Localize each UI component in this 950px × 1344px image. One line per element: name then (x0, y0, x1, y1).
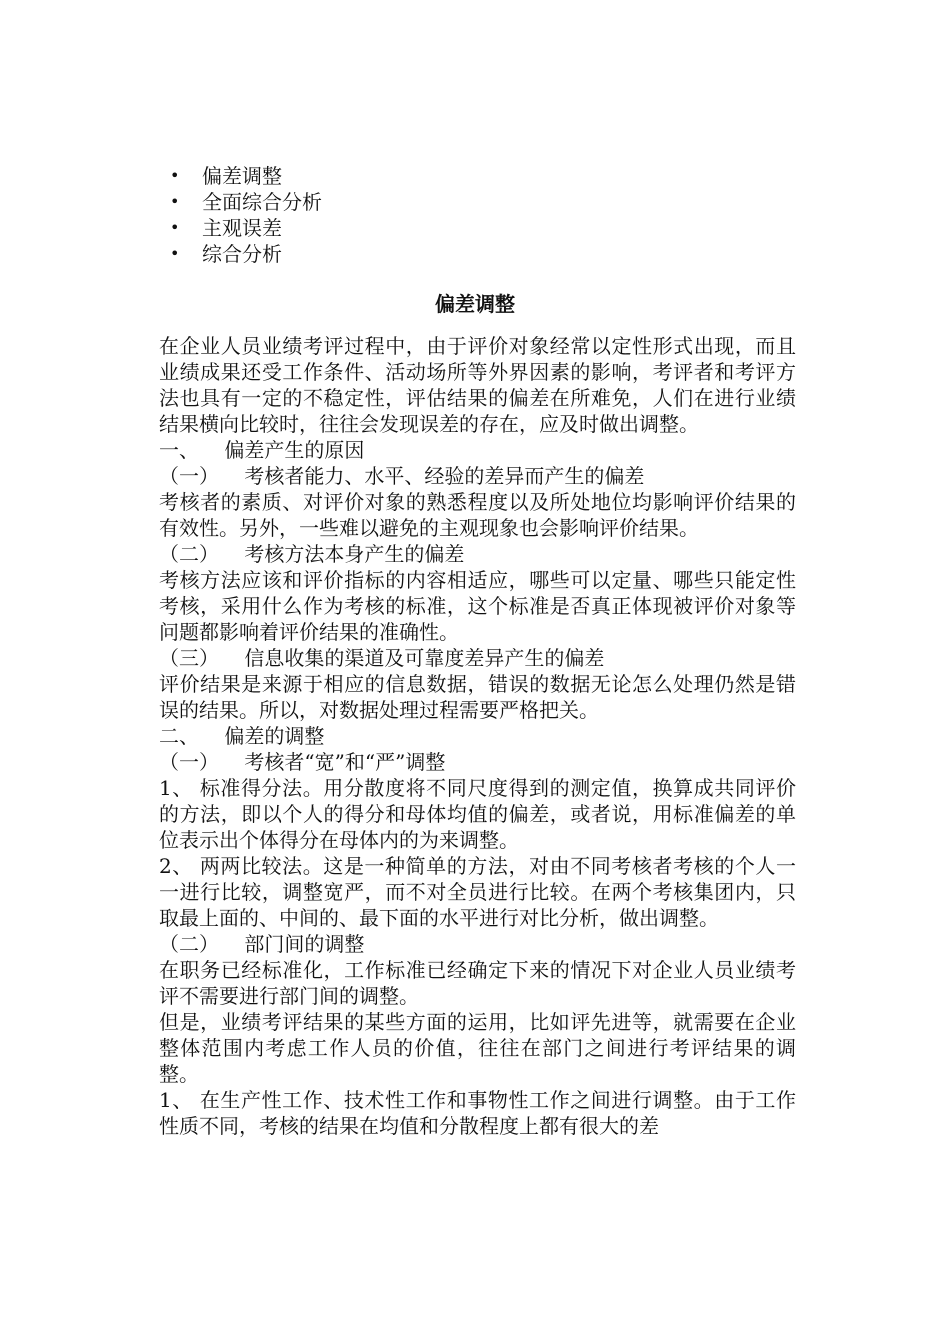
subsection-heading: （一） 考核者“宽”和“严”调整 (159, 750, 446, 774)
numbered-paragraph: 1、 标准得分法。用分散度将不同尺度得到的测定值，换算成共同评价的方法，即以个人的得分和母体均值的偏差，或者说，用标准偏差的单位表示出个体得分在母体内的为来调整。 (159, 776, 796, 852)
toc-item-label: 全面综合分析 (202, 190, 322, 214)
bullet-icon: • (170, 192, 180, 211)
subsection-heading: （三） 信息收集的渠道及可靠度差异产生的偏差 (159, 646, 605, 670)
numbered-paragraph: 2、 两两比较法。这是一种简单的方法，对由不同考核者考核的个人一一进行比较，调整宽严，而不对全员进行比较。在两个考核集团内，只取最上面的、中间的、最下面的水平进行对比分析，做出调整。 (159, 854, 796, 930)
toc-item[interactable] (170, 215, 322, 241)
bullet-icon: • (170, 244, 180, 263)
toc-item-label: 偏差调整 (202, 164, 282, 188)
toc-item[interactable] (170, 163, 322, 189)
toc-item[interactable] (170, 241, 322, 267)
body-paragraph: 评价结果是来源于相应的信息数据，错误的数据无论怎么处理仍然是错误的结果。所以，对数据处理过程需要严格把关。 (159, 672, 796, 722)
subsection-heading: （二） 部门间的调整 (159, 932, 365, 956)
intro-paragraph: 在企业人员业绩考评过程中，由于评价对象经常以定性形式出现，而且业绩成果还受工作条件、活动场所等外界因素的影响，考评者和考评方法也具有一定的不稳定性，评估结果的偏差在所难免，人们在进行业绩结果横向比较时，往往会发现误差的存在，应及时做出调整。 (159, 334, 796, 436)
body-paragraph: 考核者的素质、对评价对象的熟悉程度以及所处地位均影响评价结果的有效性。另外，一些难以避免的主观现象也会影响评价结果。 (159, 490, 796, 540)
article-body (159, 333, 796, 1139)
subsection-heading: （一） 考核者能力、水平、经验的差异而产生的偏差 (159, 464, 645, 488)
numbered-paragraph: 1、 在生产性工作、技术性工作和事物性工作之间进行调整。由于工作性质不同，考核的结果在均值和分散程度上都有很大的差 (159, 1088, 796, 1138)
toc-list (170, 163, 322, 267)
bullet-icon: • (170, 166, 180, 185)
bullet-icon: • (170, 218, 180, 237)
toc-item-label: 主观误差 (202, 216, 282, 240)
page-title: 偏差调整 (435, 292, 515, 316)
section-heading: 二、 偏差的调整 (159, 724, 325, 748)
toc-item[interactable] (170, 189, 322, 215)
subsection-heading: （二） 考核方法本身产生的偏差 (159, 542, 465, 566)
body-paragraph: 在职务已经标准化，工作标准已经确定下来的情况下对企业人员业绩考评不需要进行部门间的调整。 (159, 958, 796, 1008)
body-paragraph: 考核方法应该和评价指标的内容相适应，哪些可以定量、哪些只能定性考核，采用什么作为考核的标准，这个标准是否真正体现被评价对象等问题都影响着评价结果的准确性。 (159, 568, 796, 644)
body-paragraph: 但是，业绩考评结果的某些方面的运用，比如评先进等，就需要在企业整体范围内考虑工作人员的价值，往往在部门之间进行考评结果的调整。 (159, 1010, 796, 1086)
section-heading: 一、 偏差产生的原因 (159, 438, 365, 462)
toc-item-label: 综合分析 (202, 242, 282, 266)
